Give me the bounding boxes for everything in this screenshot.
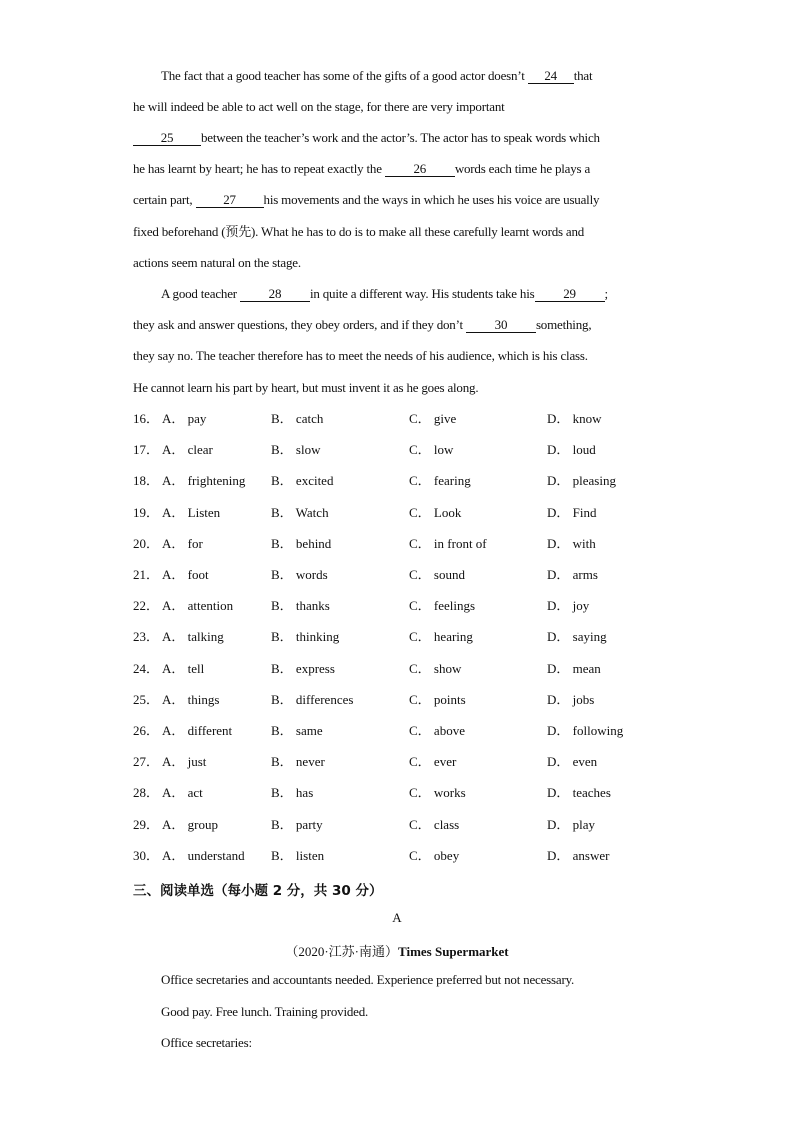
- option-d[interactable]: D． arms: [547, 567, 598, 582]
- option-a[interactable]: A． tell: [162, 661, 205, 676]
- option-d[interactable]: D． with: [547, 536, 596, 551]
- option-d[interactable]: D． following: [547, 723, 624, 738]
- passage-heading: [0, 941, 794, 960]
- blank-25: 25: [133, 131, 201, 146]
- passage-line-7: actions seem natural on the stage.: [133, 255, 301, 270]
- option-b[interactable]: B． listen: [271, 848, 325, 863]
- option-b[interactable]: B． has: [271, 785, 314, 800]
- option-d[interactable]: D． answer: [547, 848, 610, 863]
- option-b[interactable]: B． Watch: [271, 505, 329, 520]
- option-c[interactable]: C． show: [409, 661, 462, 676]
- option-d[interactable]: D． joy: [547, 598, 590, 613]
- option-c[interactable]: C． ever: [409, 754, 457, 769]
- passage-line-4: he has learnt by heart; he has to repeat exactly the 26 words each time he plays a: [133, 161, 591, 176]
- passage-line-5: certain part, 27 his movements and the ways in which he uses his voice are usually: [133, 192, 600, 207]
- passage-line-1: The fact that a good teacher has some of the gifts of a good actor doesn’t 24 that: [161, 68, 593, 83]
- option-d[interactable]: D． play: [547, 817, 596, 832]
- document-page: The fact that a good teacher has some of the gifts of a good actor doesn’t 24 that he will indeed be able to act well on the stage, for there are very important 25 between the teacher’s work and the actor’s. The actor has to speak words which he has learnt by heart; he has to repeat exactly the 26 words each time he plays a certain part, 27 his movements and the ways in which he uses his voice are usually fixed beforehand (预先). What he has to do is to make all these carefully learnt words and actions seem natural on the stage. A good teacher 28 in quite a different way. His students take his 29 ; they ask and answer questions, they obey orders, and if they don’t 30 something, they say no. The teacher therefore has to meet the needs of his audience, which is his class. He cannot learn his part by heart, but must invent it as he goes along. 16． A． pay B． catch C． give D． know 17． A． clear B． slow C． low D． loud 18． A． frightening B． excited C． fearing D． pleasing 19． A． Listen B． Watch C． Look D． Find 20． A． for B． behind C． in front of D． with 21． A． foot B． words C． sound D． arms 22． A． attention B． thanks C． feelings D． joy 23． A． talking B． thinking C． hearing D． saying 24． A． tell B． express C． show D． mean 25． A． things B． differences C． points D． jobs 26． A． different B． same C． above D． following 27． A． just B． never C． ever D． even 28． A． act B． has C． works D． teaches 29． A． group B． party C． class D． play 30． A． understand B． listen C． obey D． answer 三、阅读单选（每小题 2 分，共 30 分） A （2020·江苏·南通）Times Supermarket Office secretaries and accountants needed. Experience preferred but not necessary. Good pay. Free lunch. Training provided. Office secretaries:: [0, 0, 794, 1123]
- option-c[interactable]: C． feelings: [409, 598, 476, 613]
- option-c[interactable]: C． obey: [409, 848, 460, 863]
- option-c[interactable]: C． hearing: [409, 629, 473, 644]
- blank-24: 24: [528, 69, 574, 84]
- blank-29: 29: [535, 287, 605, 302]
- option-d[interactable]: D． know: [547, 411, 602, 426]
- option-a[interactable]: A． act: [162, 785, 203, 800]
- passage-line-3: 25 between the teacher’s work and the actor’s. The actor has to speak words which: [133, 130, 600, 146]
- passage-line-9: they ask and answer questions, they obey orders, and if they don’t 30 something,: [133, 317, 592, 332]
- ad-line-3: Office secretaries:: [161, 1035, 252, 1050]
- option-c[interactable]: C． give: [409, 411, 457, 426]
- option-c[interactable]: C． low: [409, 442, 454, 457]
- option-a[interactable]: A． different: [162, 723, 233, 738]
- option-a[interactable]: A． pay: [162, 411, 207, 426]
- option-c[interactable]: C． above: [409, 723, 465, 738]
- option-a[interactable]: A． clear: [162, 442, 213, 457]
- option-c[interactable]: C． Look: [409, 505, 462, 520]
- passage-source: （2020·江苏·南通）: [285, 944, 399, 959]
- option-c[interactable]: C． in front of: [409, 536, 487, 551]
- passage-title: Times Supermarket: [398, 944, 509, 959]
- option-d[interactable]: D． jobs: [547, 692, 595, 707]
- option-b[interactable]: B． words: [271, 567, 328, 582]
- option-d[interactable]: D． Find: [547, 505, 597, 520]
- ad-line-2: Good pay. Free lunch. Training provided.: [161, 1004, 369, 1019]
- option-a[interactable]: A． Listen: [162, 505, 221, 520]
- option-a[interactable]: A． foot: [162, 567, 209, 582]
- option-b[interactable]: B． party: [271, 817, 323, 832]
- option-a[interactable]: A． things: [162, 692, 220, 707]
- passage-line-6: fixed beforehand (预先). What he has to do is to make all these carefully learnt words and: [133, 224, 585, 239]
- option-a[interactable]: A． just: [162, 754, 207, 769]
- option-b[interactable]: B． thinking: [271, 629, 340, 644]
- option-c[interactable]: C． class: [409, 817, 460, 832]
- option-a[interactable]: A． understand: [162, 848, 245, 863]
- option-b[interactable]: B． thanks: [271, 598, 330, 613]
- option-a[interactable]: A． talking: [162, 629, 224, 644]
- blank-30: 30: [466, 318, 536, 333]
- ad-line-1: Office secretaries and accountants needed. Experience preferred but not necessary.: [161, 972, 575, 987]
- blank-26: 26: [385, 162, 455, 177]
- option-a[interactable]: A． group: [162, 817, 218, 832]
- passage-line-10: they say no. The teacher therefore has to meet the needs of his audience, which is his class.: [133, 348, 588, 363]
- part-letter: A: [392, 910, 402, 925]
- passage-line-2: he will indeed be able to act well on the stage, for there are very important: [133, 99, 505, 114]
- option-c[interactable]: C． points: [409, 692, 466, 707]
- option-b[interactable]: B． excited: [271, 473, 334, 488]
- option-d[interactable]: D． loud: [547, 442, 596, 457]
- option-b[interactable]: B． behind: [271, 536, 332, 551]
- option-a[interactable]: A． frightening: [162, 473, 246, 488]
- section-title: 三、阅读单选（每小题 2 分，共 30 分）: [133, 883, 383, 899]
- option-b[interactable]: B． differences: [271, 692, 354, 707]
- option-a[interactable]: A． attention: [162, 598, 234, 613]
- option-c[interactable]: C． fearing: [409, 473, 471, 488]
- option-b[interactable]: B． never: [271, 754, 325, 769]
- blank-28: 28: [240, 287, 310, 302]
- passage-line-11: He cannot learn his part by heart, but must invent it as he goes along.: [133, 380, 479, 395]
- option-d[interactable]: D． pleasing: [547, 473, 616, 488]
- blank-27: 27: [196, 193, 264, 208]
- option-b[interactable]: B． catch: [271, 411, 324, 426]
- option-d[interactable]: D． even: [547, 754, 598, 769]
- option-c[interactable]: C． works: [409, 785, 466, 800]
- passage-line-8: A good teacher 28 in quite a different way. His students take his 29 ;: [161, 286, 608, 301]
- option-c[interactable]: C． sound: [409, 567, 465, 582]
- option-d[interactable]: D． mean: [547, 661, 601, 676]
- option-b[interactable]: B． slow: [271, 442, 321, 457]
- option-b[interactable]: B． express: [271, 661, 335, 676]
- option-d[interactable]: D． saying: [547, 629, 607, 644]
- option-a[interactable]: A． for: [162, 536, 203, 551]
- option-d[interactable]: D． teaches: [547, 785, 611, 800]
- option-b[interactable]: B． same: [271, 723, 323, 738]
